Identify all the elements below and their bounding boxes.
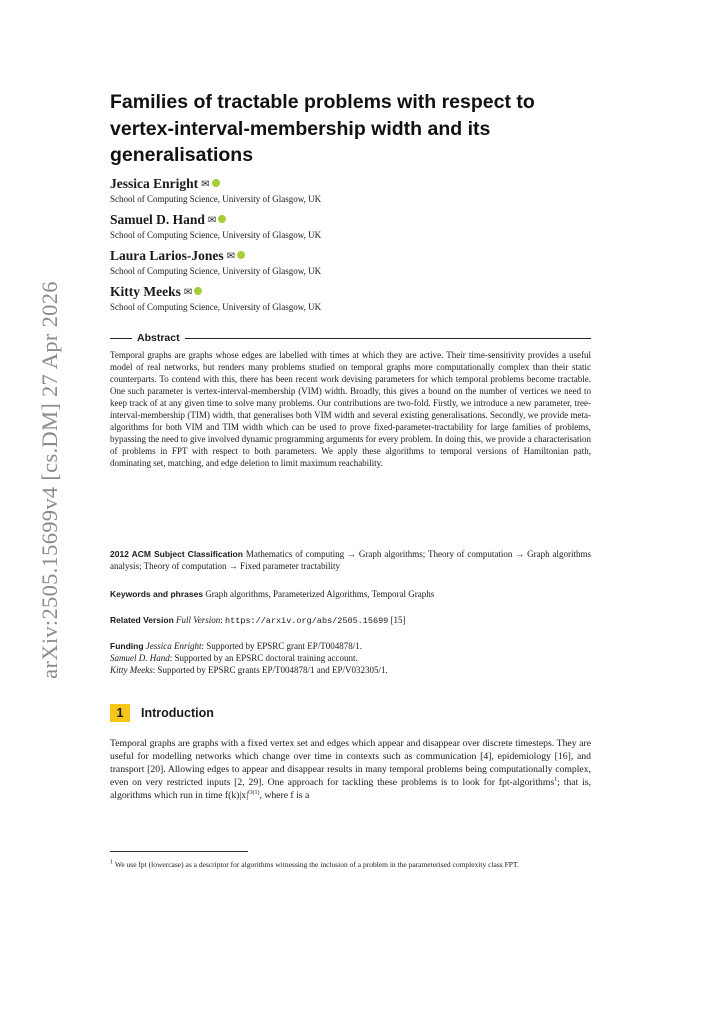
author-name: Laura Larios-Jones <box>110 248 224 263</box>
author-block <box>110 247 591 283</box>
author-affiliation: School of Computing Science, University of Glasgow, UK <box>110 230 322 240</box>
acm-label: 2012 ACM Subject Classification <box>110 549 243 559</box>
funding-who: Samuel D. Hand <box>110 653 170 663</box>
author-name: Kitty Meeks <box>110 284 181 299</box>
intro-text: ; that is, algorithms which run in time f(k)|x| <box>110 777 592 802</box>
acm-text: Mathematics of computing → Graph algorithms; Theory of computation → Graph algorithms analysis; Theory of computation → Fixed parameter tractability <box>110 549 591 571</box>
intro-text: , where f is a <box>259 790 310 802</box>
related-kind: Full Version <box>176 615 221 625</box>
funding-what: Supported by EPSRC grants EP/T004878/1 and EP/V032305/1. <box>157 665 388 675</box>
author-affiliation: School of Computing Science, University of Glasgow, UK <box>110 302 322 312</box>
footnote-text: We use fpt (lowercase) as a descriptor for algorithms witnessing the inclusion of a problem in the parameterised complexity class FPT. <box>114 860 519 869</box>
divider <box>110 338 132 339</box>
funding-what: Supported by an EPSRC doctoral training account. <box>174 653 358 663</box>
arxiv-identifier: arXiv:2505.15699v4 [cs.DM] 27 Apr 2026 <box>37 281 62 679</box>
author-name: Jessica Enright <box>110 176 199 191</box>
orcid-icon[interactable] <box>212 179 220 187</box>
related-url-link[interactable]: https://arxiv.org/abs/2505.15699 <box>225 616 389 626</box>
author-block <box>110 175 591 211</box>
exponent: O(1) <box>248 790 260 797</box>
author-block <box>110 211 591 247</box>
author-affiliation: School of Computing Science, University of Glasgow, UK <box>110 194 322 204</box>
abstract-label: Abstract <box>137 332 180 344</box>
envelope-icon[interactable]: ✉ <box>226 251 236 262</box>
keywords-text: Graph algorithms, Parameterized Algorithms, Temporal Graphs <box>205 589 435 599</box>
footnote-divider <box>110 851 248 852</box>
funding-who: Kitty Meeks <box>110 665 153 675</box>
intro-text: Temporal graphs are graphs with a fixed vertex set and edges which appear and disappear over discrete timesteps. They are useful for modelling networks which change over time in contexts such as communication [4], epidemiology [16], and transport [20]. Allowing edges to appear and disappear results in many temporal problems being computationally complex, even on very restricted inputs [2, 29]. One approach for tackling these problems is to look for fpt-algorithms <box>110 738 591 789</box>
abstract-heading <box>110 331 591 345</box>
orcid-icon[interactable] <box>237 251 245 259</box>
divider <box>185 338 591 339</box>
keywords <box>110 588 591 600</box>
related-version: Related Version Full Version: https://arxiv.org/abs/2505.15699 [15] <box>110 615 406 626</box>
related-ref[interactable]: [15] <box>390 615 406 625</box>
orcid-icon[interactable] <box>218 215 226 223</box>
introduction-paragraph <box>110 737 591 802</box>
footnote-number: 1 <box>110 859 113 866</box>
funding-who: Jessica Enright <box>145 641 202 651</box>
author-name: Samuel D. Hand <box>110 212 205 227</box>
paper-title: Families of tractable problems with respect to vertex-interval-membership width and its generalisations <box>110 91 535 166</box>
author-affiliation: School of Computing Science, University of Glasgow, UK <box>110 266 322 276</box>
funding-label: Funding <box>110 641 144 651</box>
author-block <box>110 283 591 319</box>
section-number-badge: 1 <box>110 704 130 722</box>
envelope-icon[interactable]: ✉ <box>183 287 193 298</box>
envelope-icon[interactable]: ✉ <box>207 215 217 226</box>
funding-what: Supported by EPSRC grant EP/T004878/1. <box>206 641 363 651</box>
footnote <box>110 860 591 870</box>
abstract-text: Temporal graphs are graphs whose edges are labelled with times at which they are active. Their time-sensitivity provides a useful model of real networks, but renders many problems studied on temporal graphs more computationally complex than their static counterparts. To contend with this, there has been recent work devising parameters for which temporal problems become tractable. One such parameter is vertex-interval-membership (VIM) width. Broadly, this gives a bound on the number of vertices we need to keep track of at any given time to solve many problems. Our contributions are two-fold. Firstly, we introduce a new parameter, tree-interval-membership (TIM) width, that generalises both VIM width and several existing generalisations. Secondly, we provide meta-algorithms for both VIM and TIM width which can be used to prove fixed-parameter-tractability for large families of problems, bypassing the need to give involved dynamic programming arguments for every problem. In doing this, we provide a characterisation of problems in FPT with respect to both parameters. We apply these algorithms to temporal versions of Hamiltonian path, dominating set, matching, and edge deletion to limit maximum reachability. <box>110 350 591 468</box>
related-label: Related Version <box>110 615 174 625</box>
footnote-mark[interactable]: 1 <box>554 777 558 784</box>
section-title: Introduction <box>141 706 214 720</box>
envelope-icon[interactable]: ✉ <box>201 179 210 190</box>
section-heading <box>110 704 214 722</box>
keywords-label: Keywords and phrases <box>110 589 204 599</box>
funding: Funding Jessica Enright: Supported by EPSRC grant EP/T004878/1. Samuel D. Hand: Supported by an EPSRC doctoral training account. Kitty Meeks: Supported by EPSRC grants EP/T004878/1 and EP/V032305/1. <box>110 641 388 675</box>
orcid-icon[interactable] <box>194 287 202 295</box>
acm-classification <box>110 548 591 572</box>
author-list <box>110 175 591 319</box>
